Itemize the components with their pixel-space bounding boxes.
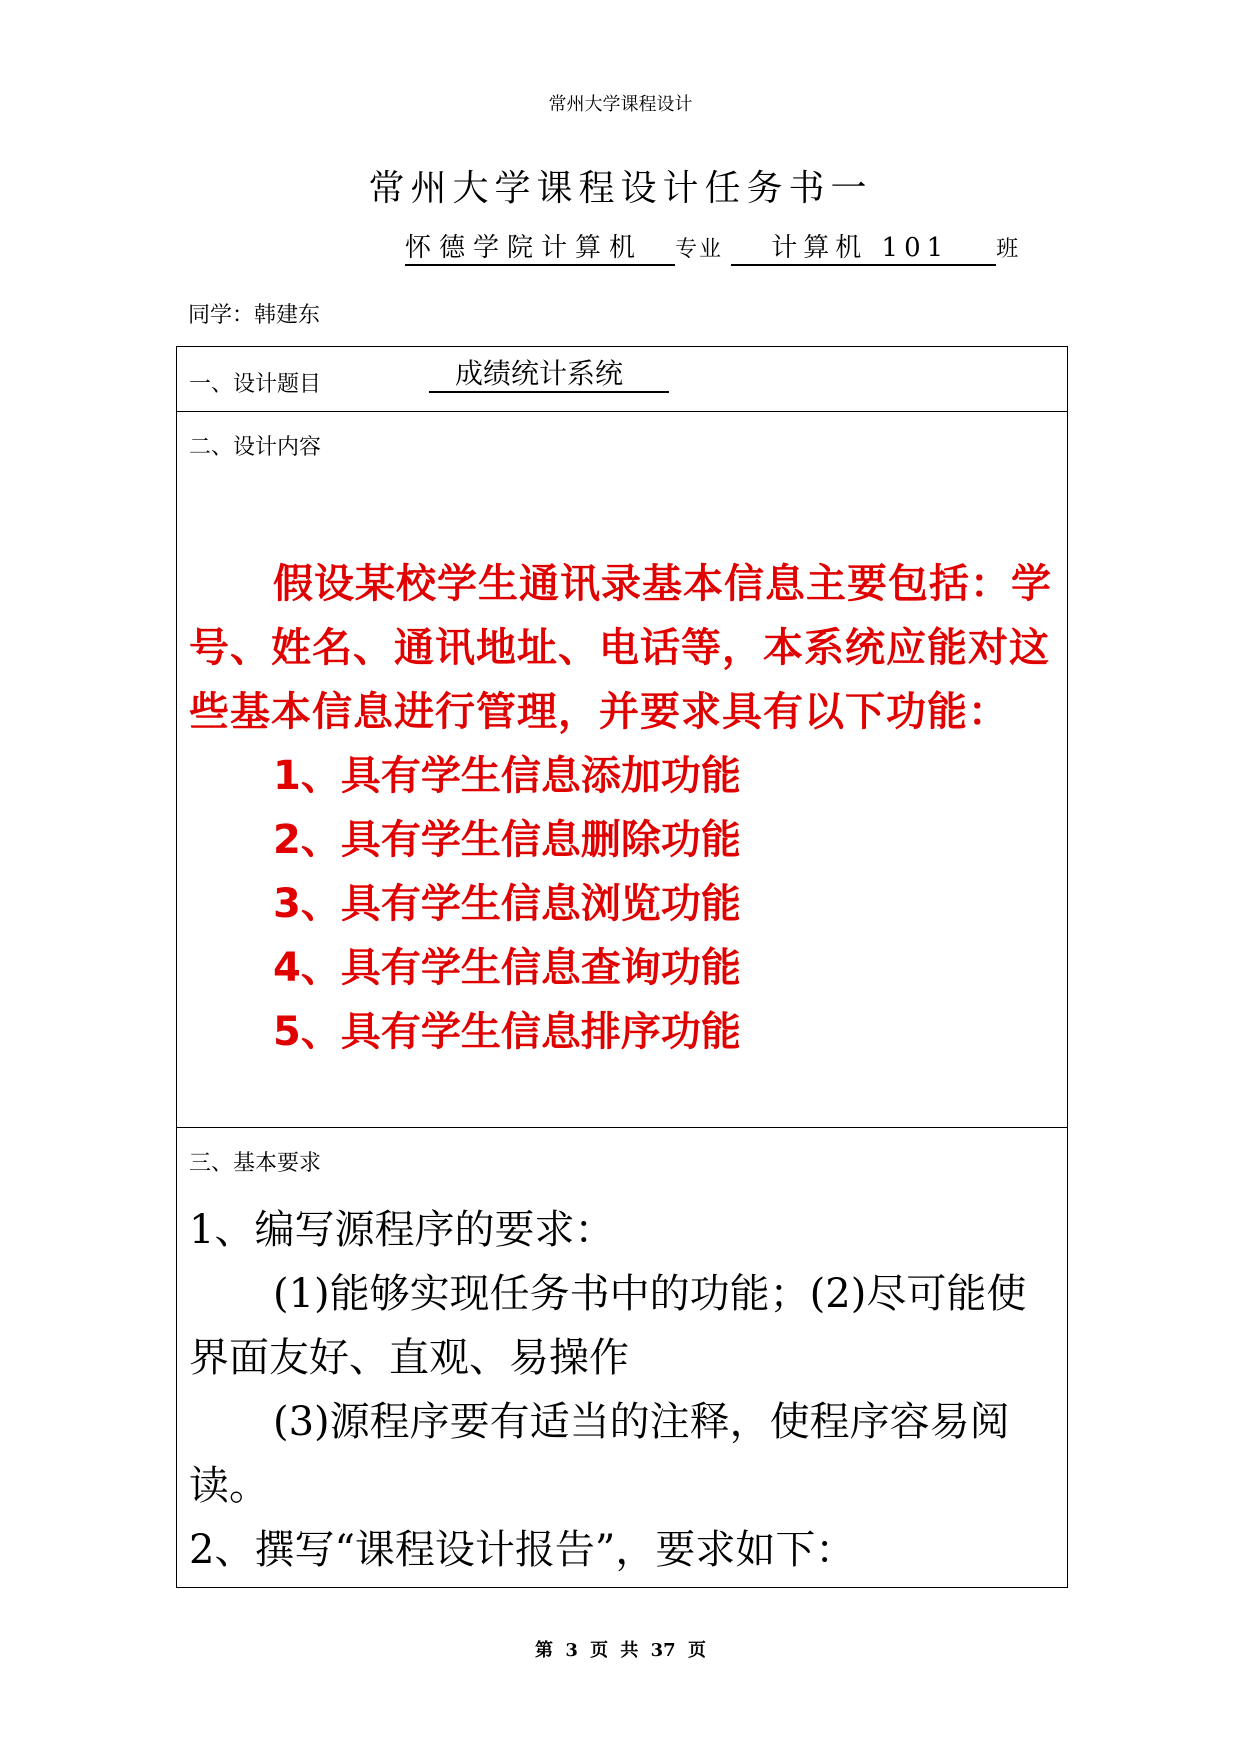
requirement-line: 1、编写源程序的要求： xyxy=(189,1207,615,1253)
topic-row xyxy=(177,347,1067,412)
requirement-line: (3)源程序要有适当的注释，使程序容易阅读。 xyxy=(189,1399,1010,1509)
feature-item: 2、具有学生信息删除功能 xyxy=(273,817,741,863)
feature-item: 3、具有学生信息浏览功能 xyxy=(273,881,741,927)
requirement-line: 2、撰写“课程设计报告”，要求如下： xyxy=(189,1527,856,1573)
content-body xyxy=(189,552,1059,1064)
major-label: 专业 xyxy=(675,237,724,262)
student-label: 同学： xyxy=(188,303,255,328)
content-row xyxy=(177,412,1067,1128)
document-title: 常州大学课程设计任务书一 xyxy=(368,168,873,209)
requirements-body xyxy=(189,1198,1059,1582)
topic-value: 成绩统计系统 xyxy=(455,357,623,393)
requirement-line: (1)能够实现任务书中的功能；(2)尽可能使界面友好、直观、易操作 xyxy=(189,1271,1027,1381)
feature-item: 5、具有学生信息排序功能 xyxy=(273,1009,741,1055)
student-line xyxy=(188,298,320,329)
major-class-line xyxy=(405,232,1065,266)
class-label: 班 xyxy=(996,237,1021,262)
topic-value-field xyxy=(429,357,669,393)
requirements-row xyxy=(177,1128,1067,1588)
underline-left xyxy=(429,357,455,393)
task-table xyxy=(176,346,1068,1588)
class-field: 计算机 101 xyxy=(731,232,996,266)
feature-item: 1、具有学生信息添加功能 xyxy=(273,753,741,799)
student-name: 韩建东 xyxy=(254,303,321,328)
page-number-footer: 第 3 页 共 37 页 xyxy=(535,1640,706,1661)
content-intro: 假设某校学生通讯录基本信息主要包括：学号、姓名、通讯地址、电话等，本系统应能对这些基本信息进行管理，并要求具有以下功能： xyxy=(189,561,1052,735)
requirements-label: 三、基本要求 xyxy=(189,1151,322,1176)
feature-item: 4、具有学生信息查询功能 xyxy=(273,945,741,991)
running-header: 常州大学课程设计 xyxy=(548,94,693,115)
content-label: 二、设计内容 xyxy=(189,435,322,460)
topic-label: 一、设计题目 xyxy=(189,372,322,397)
underline-right xyxy=(623,357,669,393)
college-major-field: 怀德学院计算机 xyxy=(405,232,675,266)
